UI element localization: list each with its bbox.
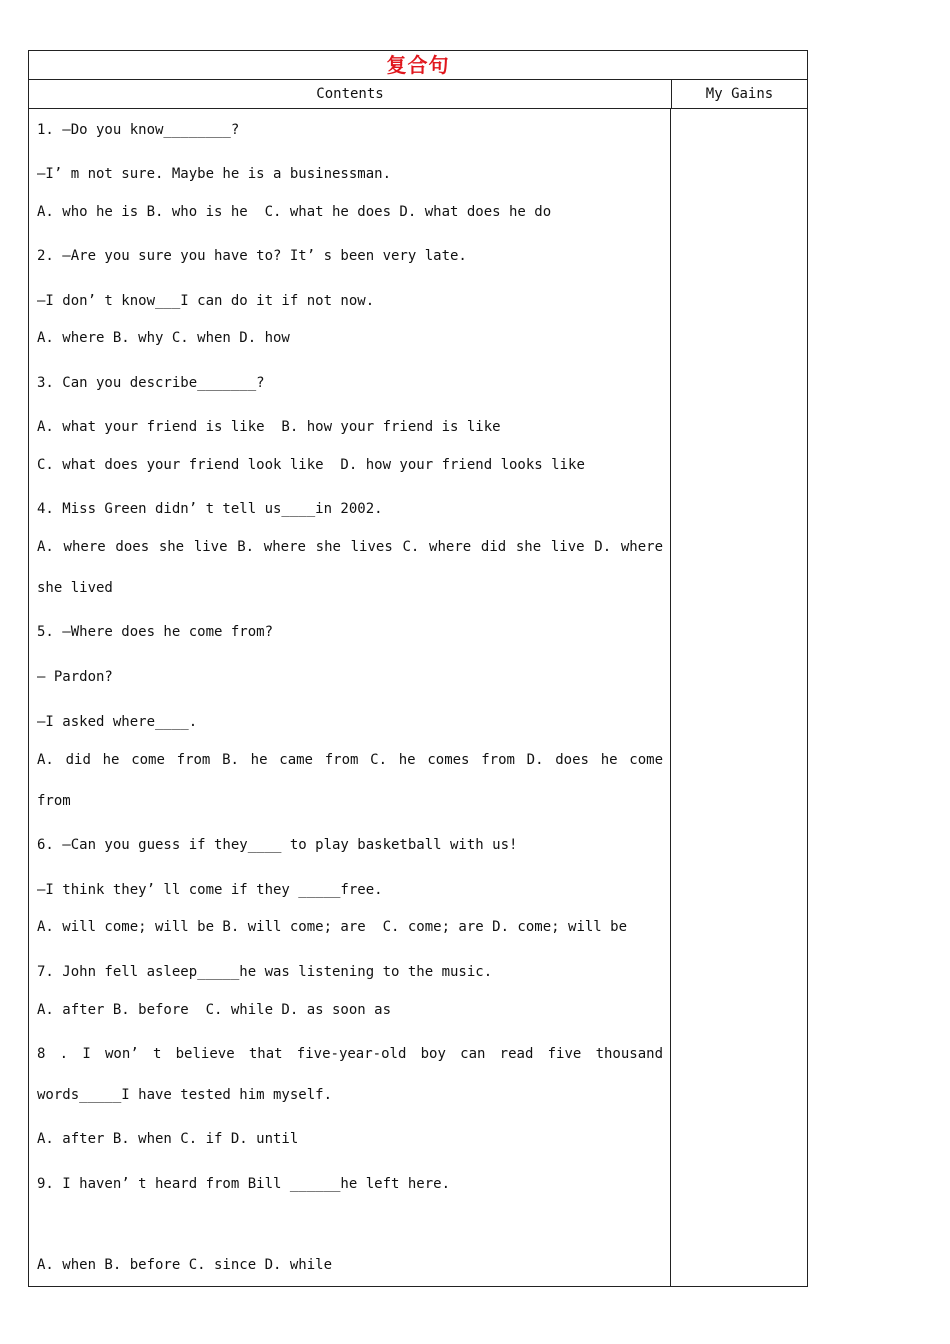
options-line: C. what does your friend look like D. how your friend looks like xyxy=(37,457,585,473)
my-gains-cell xyxy=(671,108,807,1286)
my-gains-header: My Gains xyxy=(705,86,774,102)
question-line: —I’ m not sure. Maybe he is a businessman. xyxy=(37,166,392,182)
options-line: A. did he come from B. he came from C. he comes from D. does he come xyxy=(37,752,663,768)
options-line: A. what your friend is like B. how your friend is like xyxy=(37,419,501,435)
question-line: —I think they’ ll come if they _____free. xyxy=(37,882,383,898)
options-line: A. will come; will be B. will come; are C. come; are D. come; will be xyxy=(37,919,628,935)
question-line: — Pardon? xyxy=(37,669,113,685)
options-line: A. after B. when C. if D. until xyxy=(37,1131,299,1147)
options-line: A. when B. before C. since D. while xyxy=(37,1257,333,1273)
question-line: words_____I have tested him myself. xyxy=(37,1087,333,1103)
options-line: A. after B. before C. while D. as soon as xyxy=(37,1002,392,1018)
question-line: 1. —Do you know________? xyxy=(37,122,240,138)
options-line: from xyxy=(37,793,71,809)
question-line: 9. I haven’ t heard from Bill ______he left here. xyxy=(37,1176,451,1192)
options-line: she lived xyxy=(37,580,113,596)
question-line: 2. —Are you sure you have to? It’ s been very late. xyxy=(37,248,467,264)
header-row xyxy=(29,80,807,109)
title-row xyxy=(29,51,807,80)
options-line: A. who he is B. who is he C. what he does D. what does he do xyxy=(37,204,552,220)
question-line: 6. —Can you guess if they____ to play basketball with us! xyxy=(37,837,518,853)
body-row xyxy=(29,108,807,1286)
question-line: 5. —Where does he come from? xyxy=(37,624,274,640)
question-line: 7. John fell asleep_____he was listening to the music. xyxy=(37,964,493,980)
contents-header: Contents xyxy=(29,80,672,108)
question-line: 3. Can you describe_______? xyxy=(37,375,265,391)
page-title: 复合句 xyxy=(386,53,450,77)
options-line: A. where B. why C. when D. how xyxy=(37,330,290,346)
question-line: —I don’ t know___I can do it if not now. xyxy=(37,293,375,309)
question-line: —I asked where____. xyxy=(37,714,198,730)
question-line: 4. Miss Green didn’ t tell us____in 2002. xyxy=(37,501,383,517)
question-line: 8 . I won’ t believe that five-year-old boy can read five thousand xyxy=(37,1046,663,1062)
contents-cell xyxy=(29,108,671,1286)
worksheet-table xyxy=(28,50,808,1287)
options-line: A. where does she live B. where she lives C. where did she live D. where xyxy=(37,539,663,555)
